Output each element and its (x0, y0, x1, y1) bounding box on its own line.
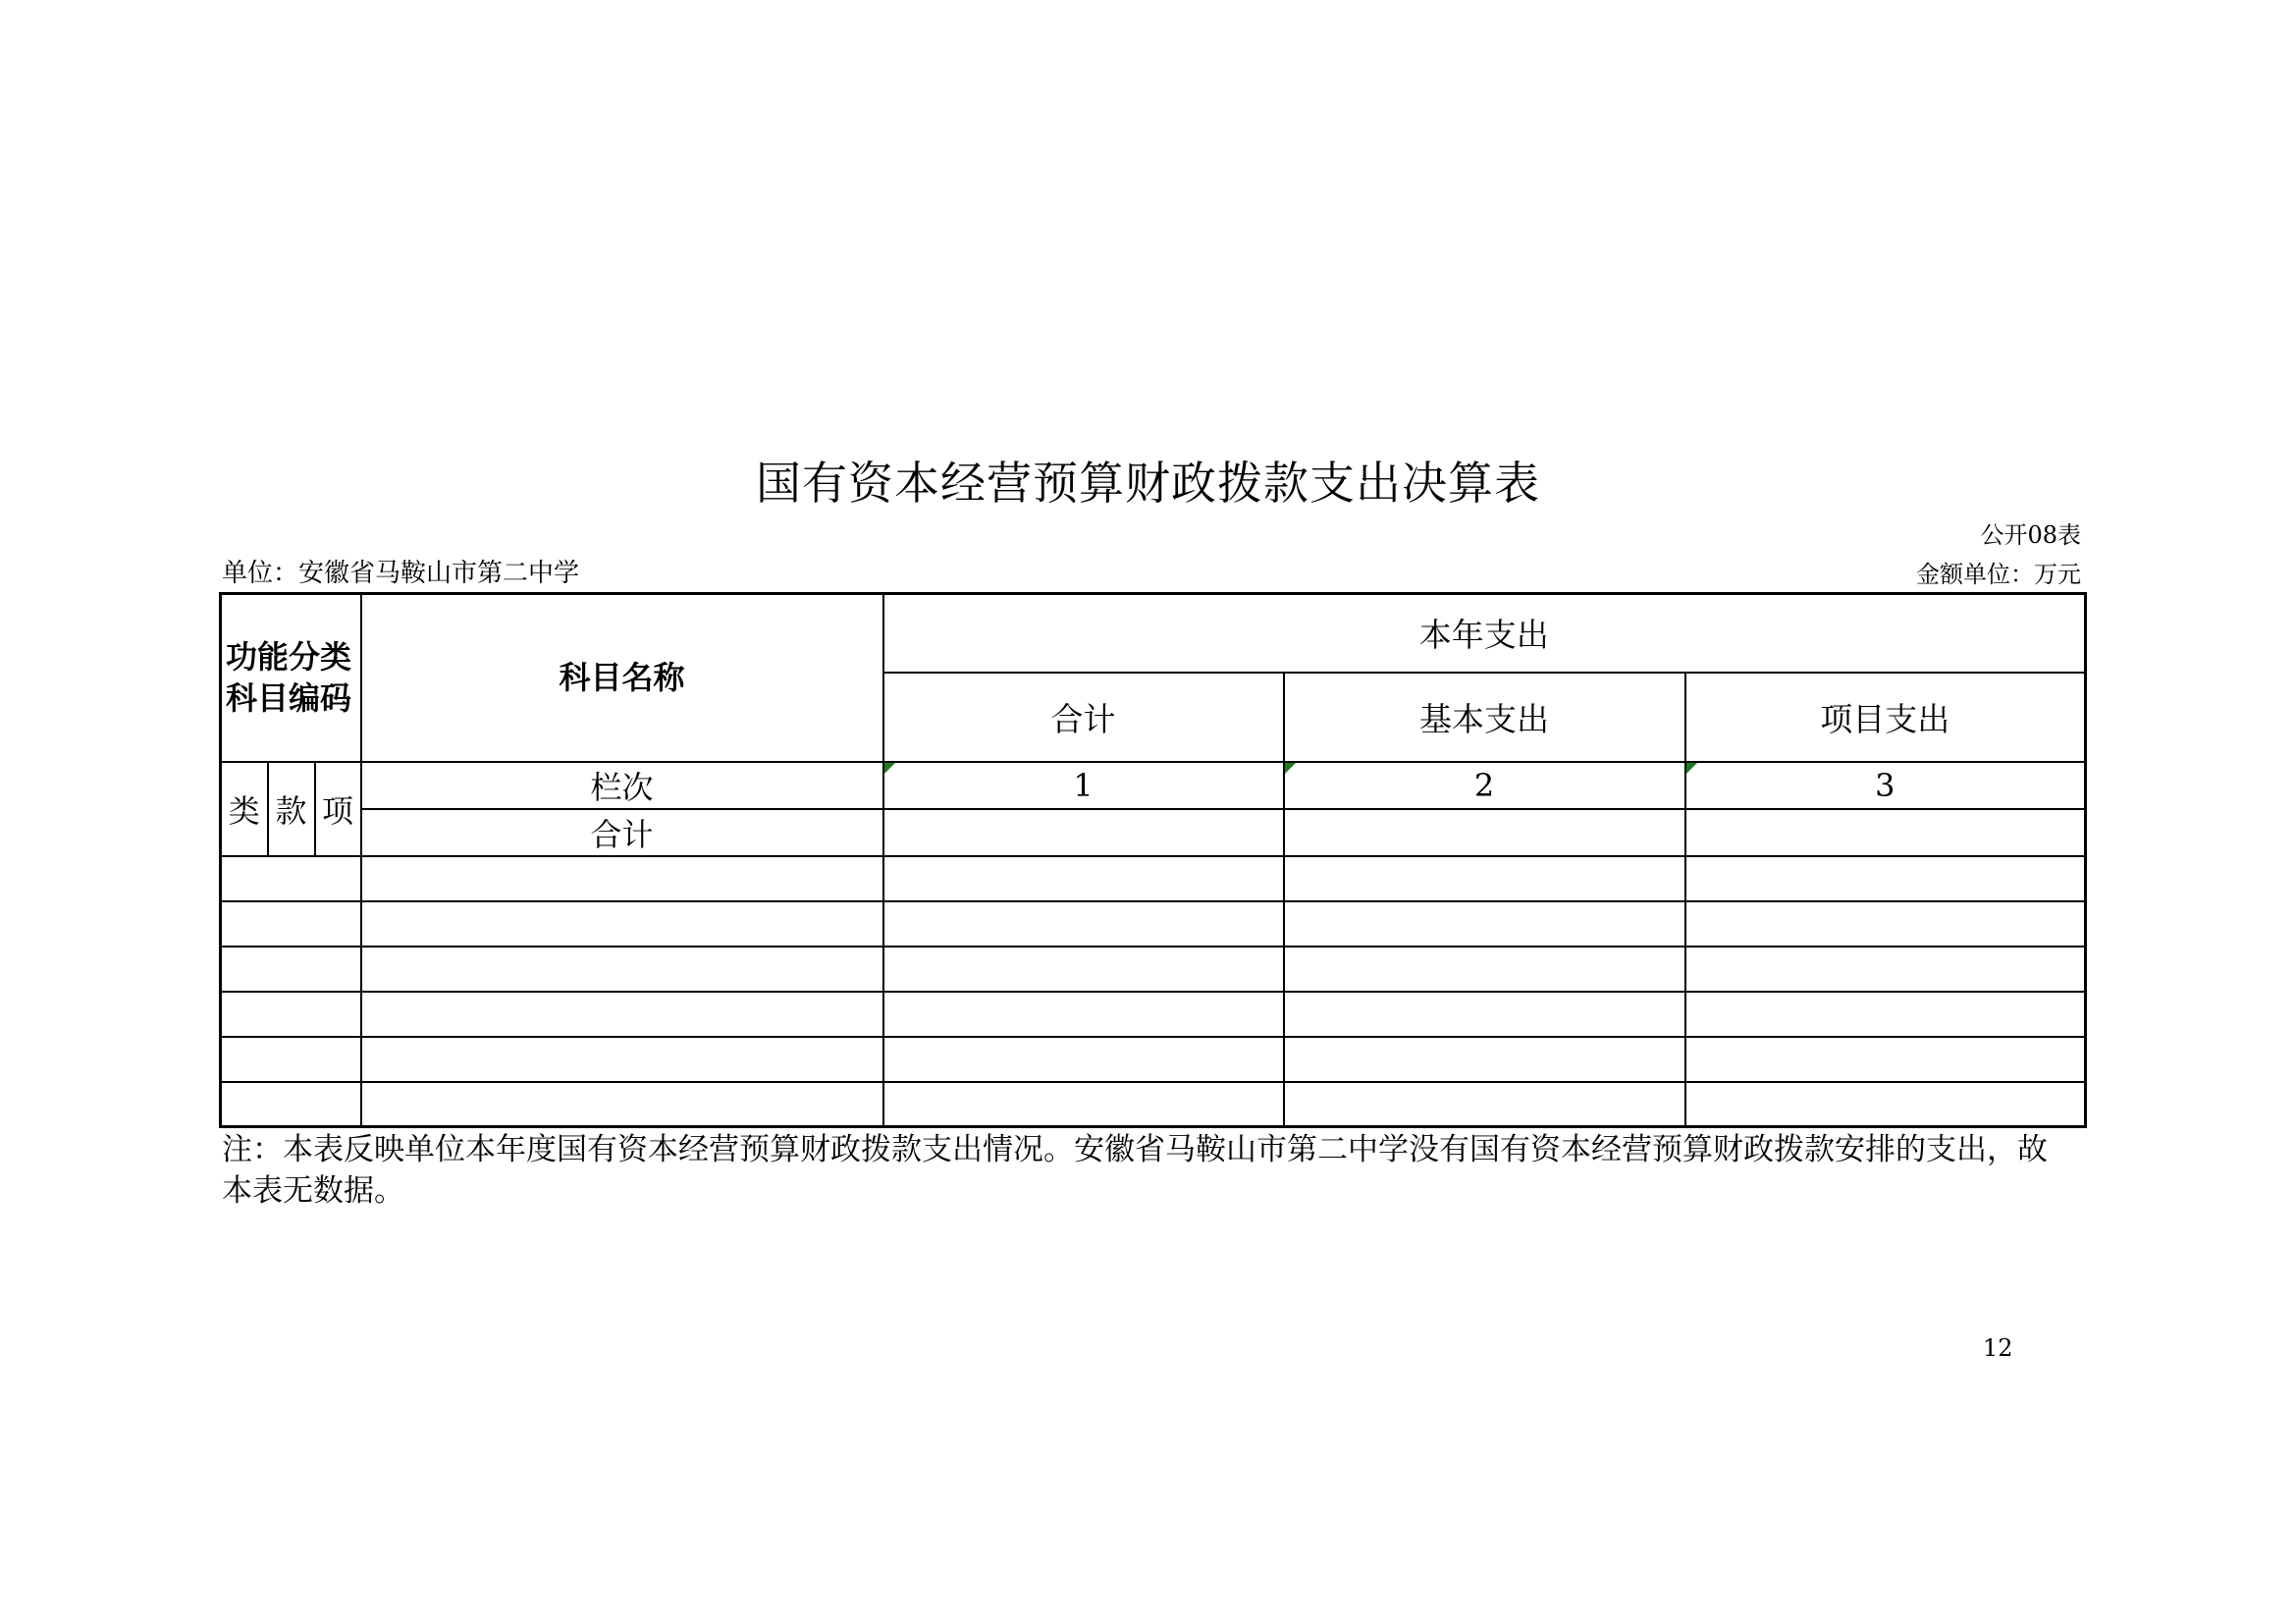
table-cell (1284, 856, 1685, 901)
table-cell (361, 901, 883, 947)
table-cell (1284, 992, 1685, 1037)
table-cell (221, 947, 361, 992)
page-title: 国有资本经营预算财政拨款支出决算表 (756, 457, 1540, 510)
table-cell (221, 1082, 361, 1127)
name-header: 科目名称 (559, 659, 685, 697)
sub-code-item: 项 (315, 762, 361, 856)
table-row (221, 901, 2086, 947)
index-number-3: 3 (1685, 762, 2086, 809)
index-number-1: 1 (883, 762, 1284, 809)
total-row (221, 809, 2086, 856)
table-cell (1284, 1082, 1685, 1127)
index-row-label: 栏次 (361, 762, 883, 809)
table-cell (221, 992, 361, 1037)
total-cell (883, 809, 1284, 856)
table-cell (1685, 901, 2086, 947)
page-number: 12 (1983, 1334, 2013, 1362)
table-row (221, 1082, 2086, 1127)
table-cell (361, 992, 883, 1037)
table-cell (1685, 992, 2086, 1037)
total-row-label: 合计 (361, 809, 883, 856)
table-cell (361, 1082, 883, 1127)
table-cell (361, 1037, 883, 1082)
table-cell (1685, 1037, 2086, 1082)
table-row (221, 856, 2086, 901)
table-cell (883, 1037, 1284, 1082)
col-header-project: 项目支出 (1685, 673, 2086, 762)
table-row (221, 947, 2086, 992)
table-cell (221, 856, 361, 901)
table-cell (883, 856, 1284, 901)
green-corner-marker (884, 763, 895, 774)
table-cell (361, 856, 883, 901)
table-cell (1685, 856, 2086, 901)
table-cell (1284, 947, 1685, 992)
col-header-basic: 基本支出 (1284, 673, 1685, 762)
table-cell (883, 1082, 1284, 1127)
table-cell (1284, 1037, 1685, 1082)
total-cell (1284, 809, 1685, 856)
year-header: 本年支出 (1418, 616, 1549, 655)
table-cell (221, 901, 361, 947)
expenditure-table (219, 592, 2087, 1128)
form-code: 公开08表 (1980, 521, 2081, 549)
table-row (221, 1037, 2086, 1082)
name-header-cell (361, 594, 883, 762)
index-number-2: 2 (1284, 762, 1685, 809)
code-header-line1: 功能分类 (226, 638, 352, 677)
green-corner-marker (1686, 763, 1697, 774)
sub-code-section: 款 (268, 762, 315, 856)
table-cell (1284, 901, 1685, 947)
code-header-cell (221, 594, 361, 762)
table-cell (1685, 1082, 2086, 1127)
year-header-cell (883, 594, 2086, 673)
col-header-total: 合计 (883, 673, 1284, 762)
currency-unit: 金额单位：万元 (1916, 561, 2081, 588)
index-row (221, 762, 2086, 809)
code-header-line2: 科目编码 (226, 679, 352, 718)
table-note: 注：本表反映单位本年度国有资本经营预算财政拨款支出情况。安徽省马鞍山市第二中学没有国有资本经营预算财政拨款安排的支出，故本表无数据。 (222, 1132, 2048, 1209)
table-cell (883, 992, 1284, 1037)
total-cell (1685, 809, 2086, 856)
table-cell (361, 947, 883, 992)
table-cell (1685, 947, 2086, 992)
green-corner-marker (1285, 763, 1296, 774)
table-row (221, 992, 2086, 1037)
header-row-1 (221, 594, 2086, 673)
table-cell (221, 1037, 361, 1082)
sub-code-category: 类 (221, 762, 268, 856)
reporting-unit: 单位：安徽省马鞍山市第二中学 (222, 559, 580, 588)
table-cell (883, 947, 1284, 992)
table-cell (883, 901, 1284, 947)
